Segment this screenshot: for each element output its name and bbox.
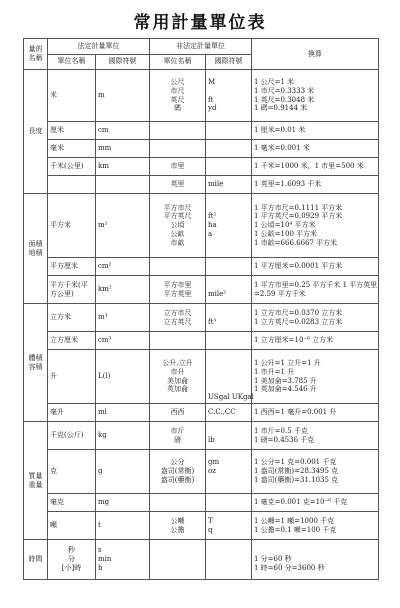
conversion-cell: 1 立方市尺=0.0370 立方米 1 立方英尺=0.0283 立方米 <box>252 304 379 332</box>
nonlegal-unit-name: 英里 <box>150 176 206 194</box>
legal-unit-symbol: km <box>96 158 150 176</box>
legal-unit-name: 立方厘米 <box>48 332 96 350</box>
conversion-cell: 1 平方市尺=0.1111 平方米 1 平方英尺=0.0929 平方米 1 公頃=10⁴ 平方米 1 公畝=100 平方米 1 市畝=666.6667 平方米 <box>252 194 379 258</box>
legal-unit-name: 千克(公斤) <box>48 422 96 450</box>
nonlegal-unit-symbols: mile² <box>206 276 252 304</box>
nonlegal-unit-names: 公噸 公擔 <box>150 512 206 540</box>
table-row <box>24 70 379 122</box>
legal-unit-name: 升 <box>48 350 96 404</box>
legal-unit-symbol: m² <box>96 194 150 258</box>
legal-unit-symbol: cm³ <box>96 332 150 350</box>
legal-unit-name: 千米(公里) <box>48 158 96 176</box>
legal-unit-symbol: mg <box>96 494 150 512</box>
group-time: 時間 <box>24 540 48 580</box>
legal-unit-symbol: m³ <box>96 304 150 332</box>
legal-unit-symbol: cm <box>96 122 150 140</box>
nonlegal-unit-symbols: lb <box>206 422 252 450</box>
conversion-cell: 1 平方厘米=0.0001 平方米 <box>252 258 379 276</box>
table-row <box>24 258 379 276</box>
group-volume: 體積容積 <box>24 304 48 422</box>
table-row <box>24 512 379 540</box>
conversion-cell: 1 公噸=1 噸=1000 千克 1 公擔=0.1 噸=100 千克 <box>252 512 379 540</box>
table-row <box>24 140 379 158</box>
nonlegal-unit-names: 公尺 市尺 英尺 碼 <box>150 70 206 122</box>
nonlegal-unit-symbols: ft² ha a <box>206 194 252 258</box>
conversion-cell: 1 英里=1.6093 千米 <box>252 176 379 194</box>
table-row <box>24 350 379 404</box>
header-unit-name: 單位名稱 <box>150 54 206 70</box>
legal-unit-symbol: cm² <box>96 258 150 276</box>
legal-unit-name: 毫米 <box>48 140 96 158</box>
legal-unit-symbol: ml <box>96 404 150 422</box>
legal-unit-name: 米 <box>48 70 96 122</box>
legal-unit-name: 毫升 <box>48 404 96 422</box>
group-length: 長度 <box>24 70 48 194</box>
table-row <box>24 304 379 332</box>
nonlegal-unit-name: 市里 <box>150 158 206 176</box>
table-row <box>24 194 379 258</box>
table-row <box>24 176 379 194</box>
legal-unit-symbols: s min h <box>96 540 150 580</box>
conversion-cell: 1 公分=1 克=0.001 千克 1 盎司(常衡)=28.3495 克 1 盎司(藥衡)=31.1035 克 <box>252 450 379 494</box>
nonlegal-unit-names: 市斤 磅 <box>150 422 206 450</box>
table-row <box>24 158 379 176</box>
legal-unit-name: 立方米 <box>48 304 96 332</box>
legal-unit-symbol: L(l) <box>96 350 150 404</box>
units-table <box>23 38 379 580</box>
legal-unit-name: 平方厘米 <box>48 258 96 276</box>
legal-unit-name: 毫克 <box>48 494 96 512</box>
conversion-cell: 1 立方厘米=10⁻⁶ 立方米 <box>252 332 379 350</box>
legal-unit-name: 噸 <box>48 512 96 540</box>
legal-unit-name: 厘米 <box>48 122 96 140</box>
header-unit-name: 單位名稱 <box>48 54 96 70</box>
header-conversion: 換算 <box>252 39 379 70</box>
table-row <box>24 540 379 580</box>
group-mass: 質量重量 <box>24 422 48 540</box>
nonlegal-unit-names: 平方市里 平方英里 <box>150 276 206 304</box>
legal-unit-symbol: km² <box>96 276 150 304</box>
header-quantity-name: 量的名稱 <box>24 39 48 70</box>
nonlegal-unit-symbol: mile <box>206 176 252 194</box>
legal-unit-symbol: kg <box>96 422 150 450</box>
nonlegal-unit-name: 西西 <box>150 404 206 422</box>
legal-unit-names: 秒 分 [小]時 <box>48 540 96 580</box>
conversion-cell: 1 西西=1 毫升=0.001 升 <box>252 404 379 422</box>
legal-unit-name: 克 <box>48 450 96 494</box>
legal-unit-symbol: g <box>96 450 150 494</box>
table-row <box>24 494 379 512</box>
conversion-cell: 1 毫米=0.001 米 <box>252 140 379 158</box>
table-row <box>24 404 379 422</box>
table-row <box>24 122 379 140</box>
nonlegal-unit-names: 立方市尺 立方英尺 <box>150 304 206 332</box>
nonlegal-unit-names: 平方市尺 平方英尺 公頃 公畝 市畝 <box>150 194 206 258</box>
conversion-cell: 1 公尺=1 米 1 市尺=0.3333 米 1 英尺=0.3048 米 1 碼=0.9144 米 <box>252 70 379 122</box>
legal-unit-symbol: mm <box>96 140 150 158</box>
legal-unit-name: 平方米 <box>48 194 96 258</box>
nonlegal-unit-symbols: USgal UKgal <box>206 350 252 404</box>
nonlegal-unit-symbols: T q <box>206 512 252 540</box>
group-area: 面積地積 <box>24 194 48 304</box>
legal-unit-name: 平方千米(平方公里) <box>48 276 96 304</box>
legal-unit-symbol: t <box>96 512 150 540</box>
conversion-cell: 1 分=60 秒 1 時=60 分=3600 秒 <box>252 540 379 580</box>
conversion-cell: 1 市斤=0.5 千克 1 磅=0.4536 千克 <box>252 422 379 450</box>
nonlegal-unit-symbols: M ft yd <box>206 70 252 122</box>
conversion-cell: 1 千米=1000 米，1 市里=500 米 <box>252 158 379 176</box>
header-row-1 <box>24 39 379 55</box>
nonlegal-unit-symbols: ft³ <box>206 304 252 332</box>
table-row <box>24 276 379 304</box>
header-non-legal-units: 非法定計量單位 <box>150 39 252 55</box>
nonlegal-unit-symbol: C.C.,CC <box>206 404 252 422</box>
table-row <box>24 332 379 350</box>
header-legal-units: 法定計量單位 <box>48 39 150 55</box>
legal-unit-symbol: m <box>96 70 150 122</box>
table-row <box>24 450 379 494</box>
conversion-cell: 1 公升=1 立升=1 升 1 市升=1 升 1 美加侖=3.785 升 1 英加侖=4.546 升 <box>252 350 379 404</box>
page-title: 常用計量單位表 <box>133 13 267 33</box>
table-row <box>24 422 379 450</box>
conversion-cell: 1 平方市里=0.25 平方千米 1 平方英里 =2.59 平方千米 <box>252 276 379 304</box>
conversion-cell: 1 毫克=0.001 克=10⁻⁶ 千克 <box>252 494 379 512</box>
nonlegal-unit-names: 公升,立升 市升 美加侖 英加侖 <box>150 350 206 404</box>
nonlegal-unit-names: 公分 盎司(常衡) 盎司(藥衡) <box>150 450 206 494</box>
conversion-cell: 1 厘米=0.01 米 <box>252 122 379 140</box>
header-intl-symbol: 國際符號 <box>96 54 150 70</box>
header-intl-symbol: 國際符號 <box>206 54 252 70</box>
nonlegal-unit-symbols: gm oz <box>206 450 252 494</box>
